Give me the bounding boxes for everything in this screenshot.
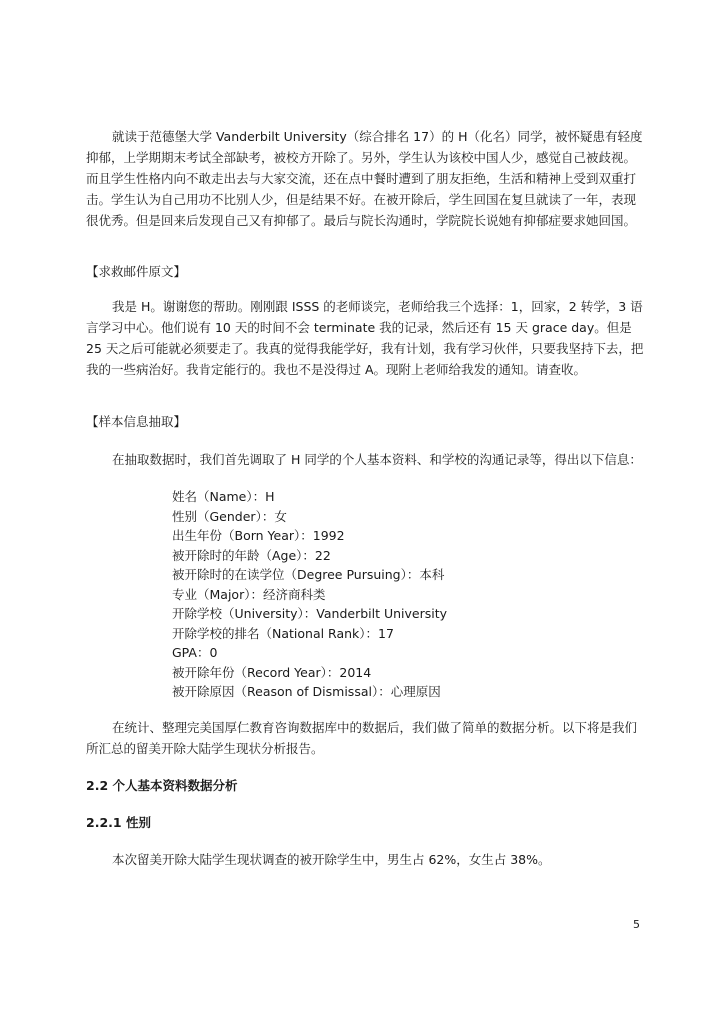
info-rank: 开除学校的排名（National Rank）：17 — [172, 625, 394, 641]
info-gender: 性别（Gender）：女 — [172, 508, 287, 524]
analysis-paragraph: 在统计、整理完美国厚仁教育咨询数据库中的数据后，我们做了简单的数据分析。以下将是我们所汇总的留美开除大陆学生现状分析报告。 — [86, 720, 638, 756]
email-paragraph: 我是 H。谢谢您的帮助。刚刚跟 ISSS 的老师谈完，老师给我三个选择：1，回家，2 转学，3 语言学习中心。他们说有 10 天的时间不会 terminate 我的记录，然后还有 15 天 grace day。但是 25 天之后可能就必须要走了。我真的觉得我能学好，我有计划，我有学习伙伴，只要我坚持下去，把我的一些病治好。我肯定能行的。我也不是没得过 A。现附上老师给我发的通知。请查收。 — [86, 299, 644, 377]
info-born-year: 出生年份（Born Year）：1992 — [172, 528, 345, 543]
gender-paragraph: 本次留美开除大陆学生现状调查的被开除学生中，男生占 62%，女生占 38%。 — [112, 852, 551, 867]
info-record-year: 被开除年份（Record Year）：2014 — [172, 664, 372, 680]
heading-2-2: 2.2 个人基本资料数据分析 — [86, 778, 238, 793]
sample-intro-paragraph: 在抽取数据时，我们首先调取了 H 同学的个人基本资料、和学校的沟通记录等，得出以下信息： — [112, 452, 642, 467]
info-major: 专业（Major）：经济商科类 — [172, 586, 326, 602]
info-university: 开除学校（University）：Vanderbilt University — [172, 606, 448, 621]
email-section-label: 【求救邮件原文】 — [86, 264, 187, 279]
intro-paragraph: 就读于范德堡大学 Vanderbilt University（综合排名 17）的 H（化名）同学，被怀疑患有轻度抑郁，上学期期末考试全部缺考，被校方开除了。另外，学生认为该校中国人少，感觉自己被歧视。而且学生性格内向不敢走出去与大家交流，还在点中餐时遭到了朋友拒绝，生活和精神上受到双重打击。学生认为自己用功不比别人少，但是结果不好。在被开除后，学生回国在复旦就读了一年，表现很优秀。但是回来后发现自己又有抑郁了。最后与院长沟通时，学院院长说她有抑郁症要求她回国。 — [86, 129, 643, 228]
page-number: 5 — [633, 918, 640, 931]
info-degree: 被开除时的在读学位（Degree Pursuing）：本科 — [172, 567, 445, 582]
info-dismissal-reason: 被开除原因（Reason of Dismissal）：心理原因 — [172, 684, 441, 699]
info-age: 被开除时的年龄（Age）：22 — [172, 547, 331, 563]
info-gpa: GPA：0 — [172, 645, 218, 660]
heading-2-2-1: 2.2.1 性别 — [86, 815, 151, 830]
student-info-list — [172, 487, 447, 702]
info-name: 姓名（Name）：H — [172, 489, 275, 504]
sample-section-label: 【样本信息抽取】 — [86, 414, 187, 429]
